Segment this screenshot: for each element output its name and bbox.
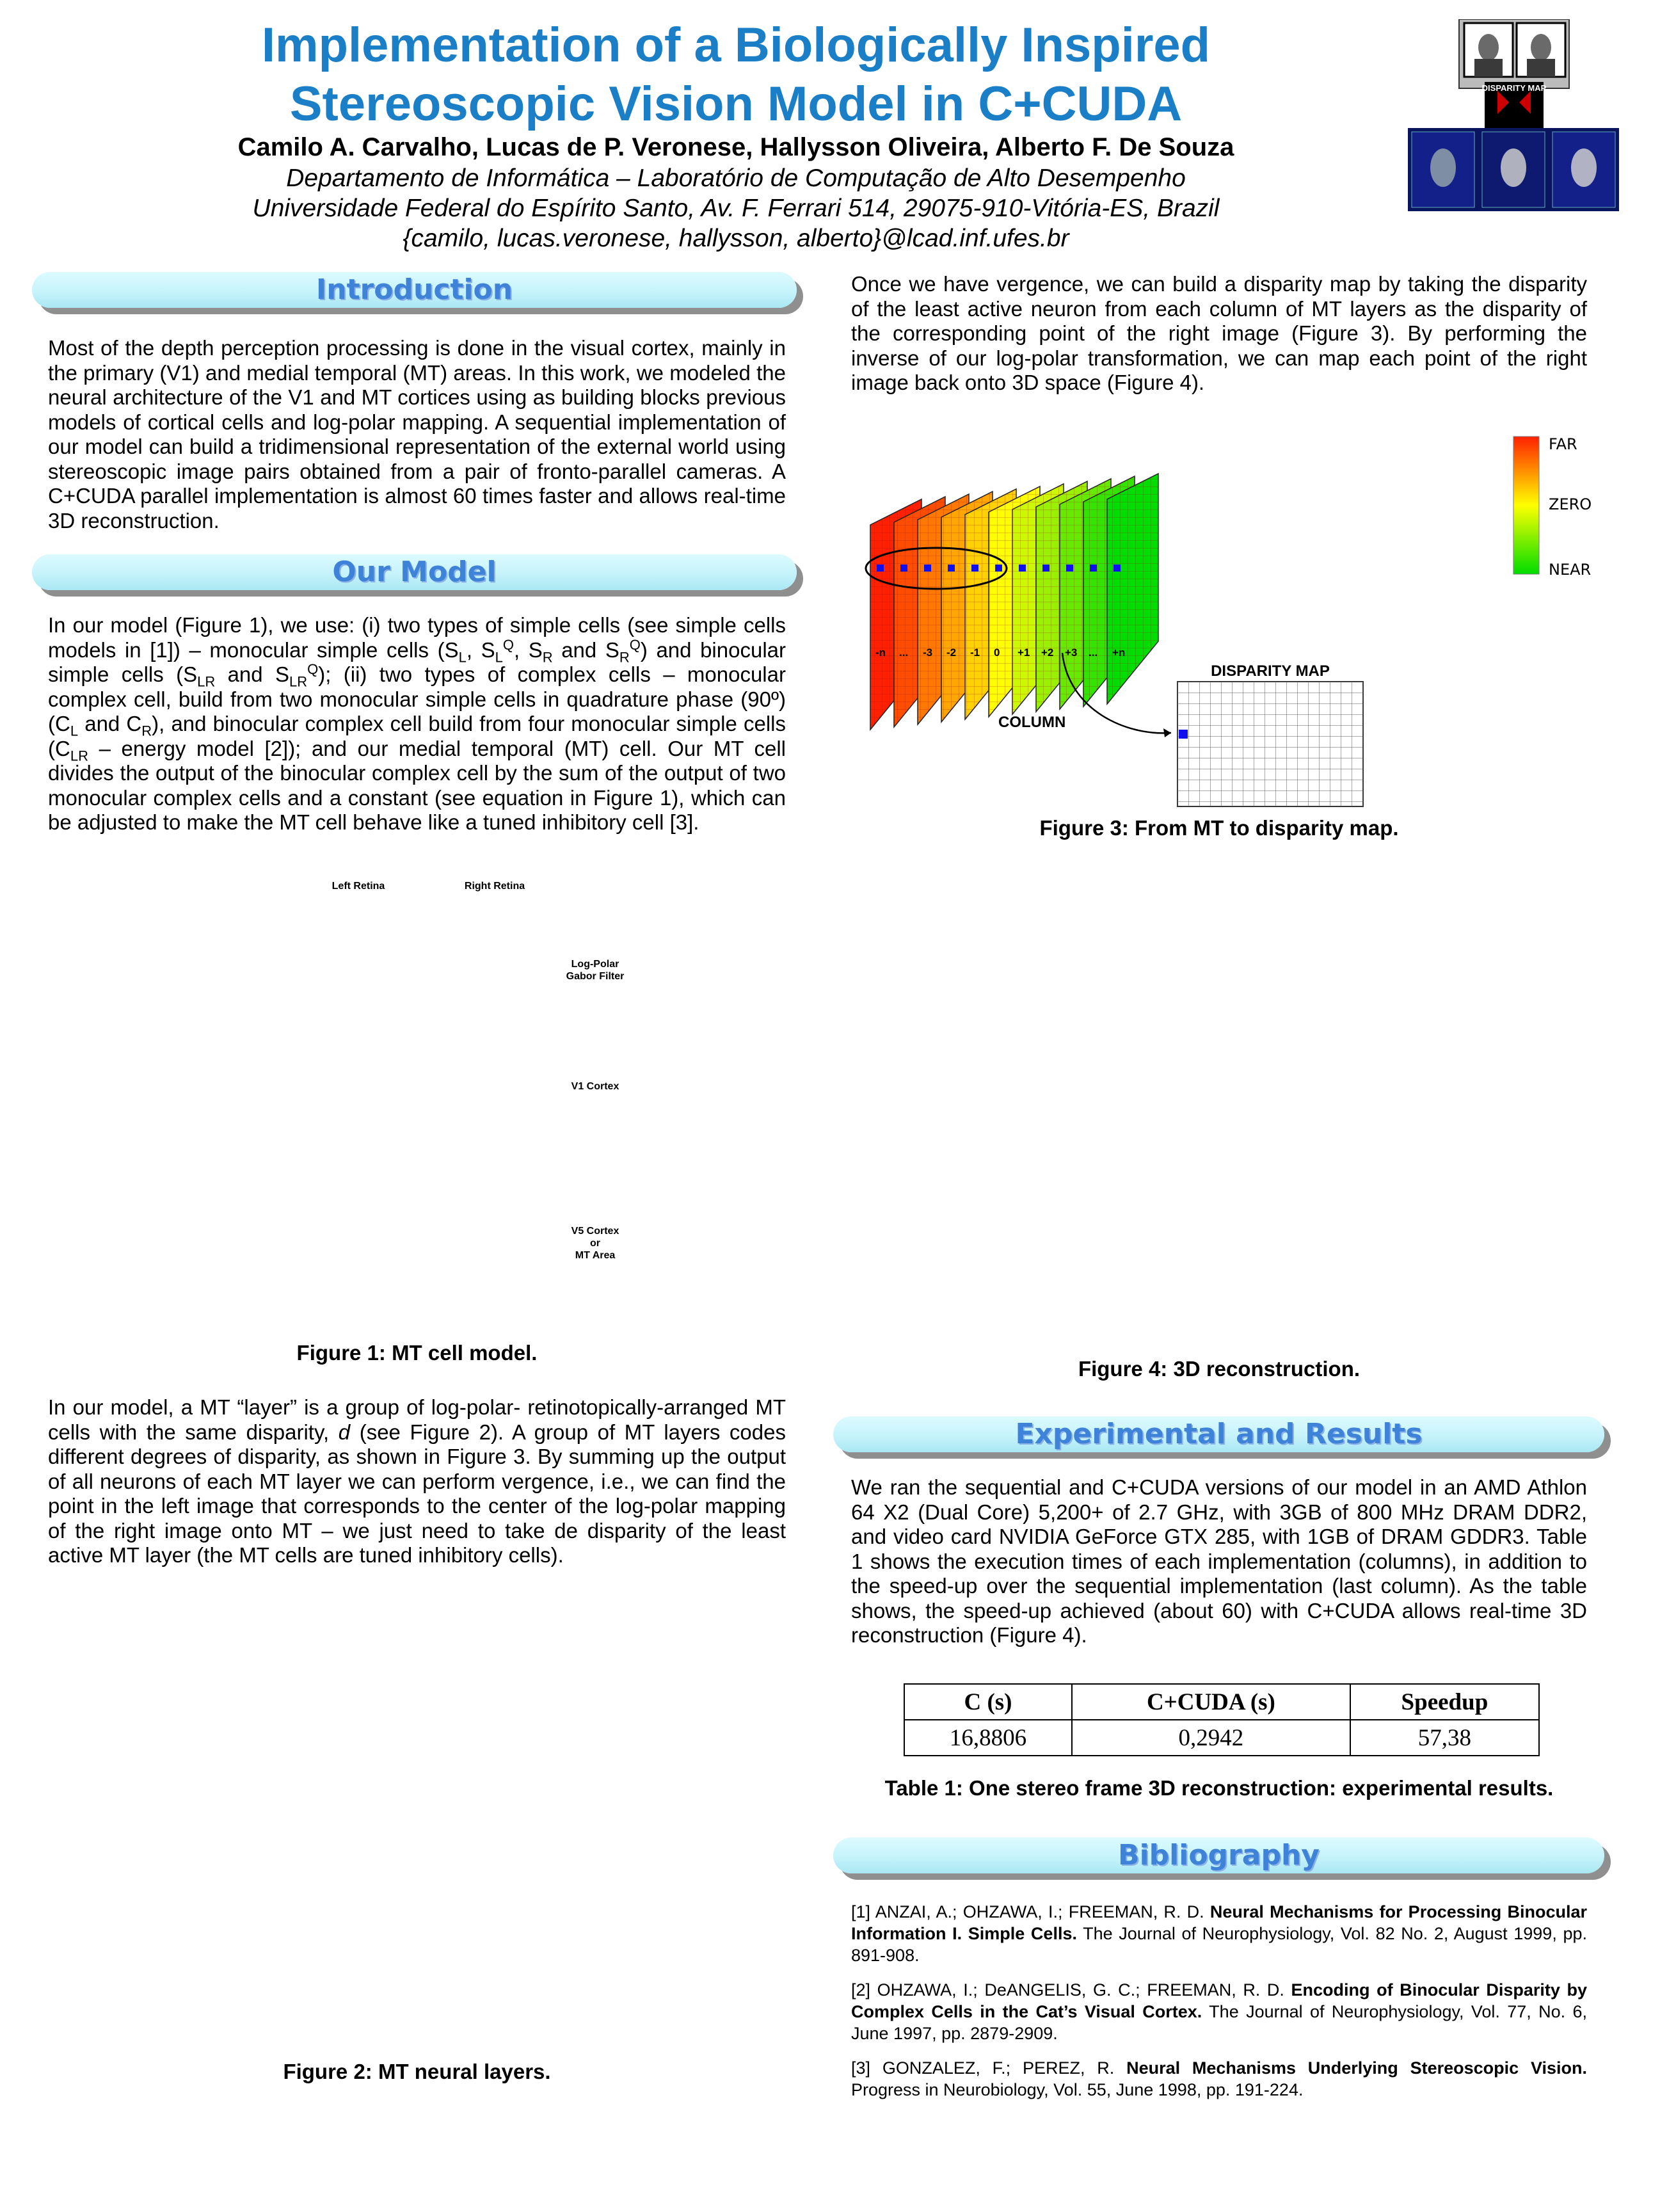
table-cell-cuda: 0,2942 bbox=[1072, 1720, 1350, 1756]
column-label: COLUMN bbox=[998, 714, 1066, 731]
introduction-heading: Introduction bbox=[315, 273, 513, 306]
bibliography-heading: Bibliography bbox=[1118, 1839, 1320, 1871]
experimental-heading: Experimental and Results bbox=[1015, 1418, 1423, 1450]
table-header-row bbox=[904, 1684, 1539, 1720]
table-header-speedup: Speedup bbox=[1350, 1684, 1539, 1720]
legend-bar bbox=[1513, 437, 1539, 574]
emails: {camilo, lucas.veronese, hallysson, alberto}@lcad.inf.ufes.br bbox=[403, 225, 1069, 252]
authors: Camilo A. Carvalho, Lucas de P. Veronese, Hallysson Oliveira, Alberto F. De Souza bbox=[237, 133, 1234, 161]
axis-label: +n bbox=[1112, 646, 1126, 659]
mt-layer-dot bbox=[948, 565, 955, 572]
model-text: In our model (Figure 1), we use: (i) two types of simple cells (see simple cells models in [1]) – monocular simple cells ($S_L$, $S_L^Q$, $S_R$ and $S_R^Q$) and binocular simple cells ($S_{LR}$ and $S_{LR}^Q$); (ii) two types of complex cells – monocular complex cell, build from two monocular simple cells in quadrature phase (90º) ($C_L$ and $C_R$), and binocular complex cell build from four monocular simple cells ($C_{LR}$ – energy model [2]); and our medial temporal (MT) cell. Our MT cell divides the output of the binocular complex cell by the sum of the output of two monocular complex cells and a constant (see equation in Figure 1), which can be adjusted to make the MT cell behave like a tuned inhibitory cell [3]. bbox=[48, 613, 786, 834]
introduction-banner bbox=[32, 272, 797, 308]
mt-layer-dot bbox=[995, 565, 1002, 572]
axis-label: +1 bbox=[1018, 646, 1030, 659]
figure3 bbox=[851, 410, 1592, 819]
logo-label: DISPARITY MAP bbox=[1481, 83, 1547, 93]
legend-far: FAR bbox=[1549, 435, 1577, 453]
table-row bbox=[904, 1720, 1539, 1756]
university: Universidade Federal do Espírito Santo, Av. F. Ferrari 514, 29075-910-Vitória-ES, Brazil bbox=[252, 195, 1220, 222]
legend-zero: ZERO bbox=[1549, 495, 1592, 513]
fig1-v1-cortex: V1 Cortex bbox=[571, 1081, 619, 1092]
axis-label: +3 bbox=[1065, 646, 1078, 659]
table-cell-c: 16,8806 bbox=[904, 1720, 1072, 1756]
logo-graphic bbox=[1408, 19, 1619, 214]
axis-label: -1 bbox=[970, 646, 980, 659]
experimental-banner bbox=[833, 1416, 1604, 1452]
table-header-cuda: C+CUDA (s) bbox=[1072, 1684, 1350, 1720]
table-cell-speedup: 57,38 bbox=[1350, 1720, 1539, 1756]
bib-entry-1: [1] ANZAI, A.; OHZAWA, I.; FREEMAN, R. D. Neural Mechanisms for Processing Binocular Information I. Simple Cells. The Journal of Neurophysiology, Vol. 82 No. 2, August 1999, pp. 891-908. bbox=[851, 1902, 1588, 1965]
introduction-text: Most of the depth perception processing is done in the visual cortex, mainly in the primary (V1) and medial temporal (MT) areas. In this work, we modeled the neural architecture of the V1 and MT cortices using as building blocks previous models of cortical cells and log-polar mapping. A sequential implementation of our model can build a tridimensional representation of the external world using stereoscopic image pairs obtained from a pair of fronto-parallel cameras. A C+CUDA parallel implementation is almost 60 times faster and allows real-time 3D reconstruction. bbox=[48, 336, 786, 533]
mt-layer-dot bbox=[1113, 565, 1121, 572]
fig1-logpolar: Log-Polar Gabor Filter bbox=[566, 959, 625, 982]
mt-layer-dot bbox=[1042, 565, 1049, 572]
department: Departamento de Informática – Laboratório de Computação de Alto Desempenho bbox=[286, 164, 1186, 192]
poster-title bbox=[192, 16, 1280, 134]
table-header-c: C (s) bbox=[904, 1684, 1072, 1720]
axis-label: -3 bbox=[923, 646, 933, 659]
axis-label: 0 bbox=[994, 646, 1000, 659]
axis-label: ... bbox=[1089, 646, 1098, 659]
our-model-heading: Our Model bbox=[332, 556, 497, 588]
mt-layer-dot bbox=[1066, 565, 1073, 572]
bib-entry-3: [3] GONZALEZ, F.; PEREZ, R. Neural Mechanisms Underlying Stereoscopic Vision. Progress in Neurobiology, Vol. 55, June 1998, pp. 191-224. bbox=[851, 2058, 1587, 2099]
fig1-right-retina: Right Retina bbox=[464, 881, 525, 892]
axis-label: -2 bbox=[946, 646, 957, 659]
experimental-text: We ran the sequential and C+CUDA versions of our model in an AMD Athlon 64 X2 (Dual Core) 5,200+ of 2.7 GHz, with 3GB of 800 MHz DRAM DDR2, and video card NVIDIA GeForce GTX 285, with 1GB of DRAM GDDR3. Table 1 shows the execution times of each implementation (columns), in addition to the speed-up over the sequential implementation (last column). As the table shows, the speed-up achieved (about 60) with C+CUDA allows real-time 3D reconstruction (Figure 4). bbox=[851, 1475, 1587, 1647]
bibliography-banner bbox=[833, 1838, 1604, 1873]
logo bbox=[1408, 19, 1619, 214]
our-model-banner bbox=[32, 554, 797, 590]
mt-layer-dot bbox=[1019, 565, 1026, 572]
mt-layer-dot bbox=[924, 565, 931, 572]
title-line-2: Stereoscopic Vision Model in C+CUDA bbox=[289, 77, 1183, 131]
figure2-caption: Figure 2: MT neural layers. bbox=[283, 2060, 551, 2083]
figure1-caption: Figure 1: MT cell model. bbox=[296, 1341, 538, 1365]
figure4-caption: Figure 4: 3D reconstruction. bbox=[1078, 1357, 1361, 1381]
bib-entry-2: [2] OHZAWA, I.; DeANGELIS, G. C.; FREEMAN, R. D. Encoding of Binocular Disparity by Complex Cells in the Cat’s Visual Cortex. The Journal of Neurophysiology, Vol. 77, No. 6, June 1997, pp. 2879-2909. bbox=[851, 1980, 1588, 2043]
axis-label: -n bbox=[875, 646, 886, 659]
axis-label: ... bbox=[899, 646, 909, 659]
mt-layer-dot bbox=[900, 565, 907, 572]
vergence-text: Once we have vergence, we can build a disparity map by taking the disparity of the least active neuron from each column of MT layers as the disparity of the corresponding point of the right image (Figure 3). By performing the inverse of our log-polar transformation, we can map each point of the right image back onto 3D space (Figure 4). bbox=[851, 272, 1587, 394]
mt-layer-text: In our model, a MT “layer” is a group of log-polar- retinotopically-arranged MT cells with the same disparity, d (see Figure 2). A group of MT layers codes different degrees of disparity, as shown in Figure 3. By summing up the output of all neurons of each MT layer we can perform vergence, i.e., we can find the point in the left image that corresponds to the center of the log-polar mapping of the right image onto MT – we just need to take de disparity of the least active MT layer (the MT cells are tuned inhibitory cells). bbox=[48, 1395, 786, 1567]
title-line-1: Implementation of a Biologically Inspired bbox=[261, 18, 1211, 72]
disparity-map-label: DISPARITY MAP bbox=[1211, 662, 1330, 680]
figure3-caption: Figure 3: From MT to disparity map. bbox=[1039, 816, 1399, 840]
axis-label: +2 bbox=[1041, 646, 1054, 659]
legend-near: NEAR bbox=[1549, 561, 1592, 579]
fig1-left-retina: Left Retina bbox=[331, 881, 385, 892]
figure3-graphic bbox=[851, 410, 1587, 819]
mt-layer-dot bbox=[1090, 565, 1097, 572]
mt-layer-dot bbox=[877, 565, 884, 572]
table1-caption: Table 1: One stereo frame 3D reconstruction: experimental results. bbox=[884, 1776, 1554, 1800]
disparity-map-dot bbox=[1179, 730, 1188, 739]
mt-layer-dot bbox=[971, 565, 978, 572]
fig1-v5-cortex: V5 Cortex or MT Area bbox=[571, 1226, 619, 1261]
results-table bbox=[904, 1683, 1540, 1756]
